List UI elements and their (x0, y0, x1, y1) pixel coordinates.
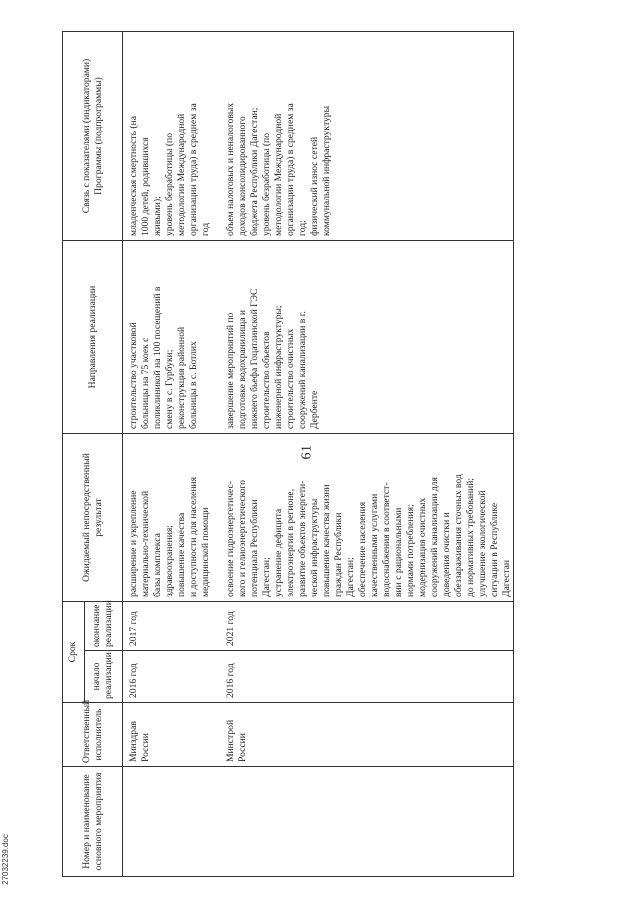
cell-line: уровень безработицы (по (163, 133, 175, 236)
cell-line: строительство участковой (128, 322, 139, 429)
cell-line: Дербенте (308, 390, 320, 429)
cell-line: Дагестан; (260, 557, 272, 597)
cell-line: младенческая смертность (на (128, 116, 139, 236)
cell-line: поликлиникой на 100 посещений в (151, 286, 163, 429)
cell-line: устранение дефицита (272, 508, 284, 597)
header-end: окончание реализации (84, 602, 122, 651)
cell-line: потенциала Республики (248, 499, 260, 597)
activities-table (62, 31, 514, 877)
cell-line: базы комплекса (151, 533, 163, 597)
rotated-page (62, 32, 630, 877)
page-number: 61 (299, 444, 315, 460)
cell-line: строительство очистных (284, 328, 296, 429)
cell-line: 1000 детей, родившихся (139, 137, 151, 236)
cell-line: освоение гидроэнергетичес- (225, 481, 236, 597)
end-cell: 2017 год (123, 602, 221, 651)
cell-line: больницы на 75 коек с (139, 337, 151, 429)
header-term: Срок (63, 602, 85, 703)
executor-cell: Минздрав России (123, 703, 221, 767)
cell-line: строительство объектов (260, 331, 272, 429)
result-cell (123, 434, 221, 602)
cell-line: качественными услугами (368, 493, 380, 597)
header-link: Связь с показателями (индикаторами) Программы (подпрограммы) (63, 32, 123, 241)
cell-line: здравоохранения; (163, 525, 175, 597)
cell-line: обеспечение населения (356, 501, 368, 597)
table-row (220, 32, 513, 877)
header-activity: Номер и наименование основного мероприятия (63, 767, 123, 877)
cell-line: модернизация очистных (416, 497, 428, 597)
cell-line: методологии Международной (272, 113, 284, 236)
cell-line: бюджета Республики Дагестан; (248, 107, 260, 236)
cell-line: объем налоговых и неналоговых (225, 102, 236, 236)
cell-line: физический износ сетей (308, 136, 320, 236)
cell-line: расширение и укрепление (128, 490, 139, 597)
cell-line: ческой инфраструктуры (308, 498, 320, 597)
cell-line: обеззараживания сточных вод (452, 474, 464, 597)
table-row (123, 32, 221, 877)
cell-line: сооружений канализации для (428, 477, 440, 597)
cell-line: повышение качества жизни (320, 484, 332, 597)
cell-line: завершение мероприятий по (225, 312, 236, 429)
directions-cell (123, 241, 221, 434)
cell-line: методологии Международной (175, 113, 187, 236)
cell-line: Дагестан; (344, 557, 356, 597)
end-cell: 2021 год (220, 602, 513, 651)
header-start: начало реализации (84, 651, 122, 703)
activity-cell (123, 767, 221, 877)
cell-line: до нормативных требований; (464, 477, 476, 597)
cell-line: реконструкция районной (175, 326, 187, 429)
start-cell: 2016 год (220, 651, 513, 703)
link-cell (123, 32, 221, 241)
cell-line: медицинской помощи (199, 507, 211, 597)
cell-line: подготовке водохранилища и (236, 309, 248, 429)
cell-line: год (199, 222, 211, 236)
cell-line: материально-технической (139, 490, 151, 597)
cell-line: электроэнергии в регионе, (284, 488, 296, 597)
cell-line: развитие объектов энергети- (296, 480, 308, 597)
cell-line: водоснабжения в соответст- (380, 482, 392, 597)
link-cell (220, 32, 513, 241)
header-directions: Направления реализации (63, 241, 123, 434)
cell-line: год; (296, 220, 308, 236)
cell-line: кого и гелиоэнергетического (236, 479, 248, 597)
executor-cell: Минстрой России (220, 703, 513, 767)
cell-line: доходов консолидированного (236, 116, 248, 236)
cell-line: нижнего бьефа Гоцатлинской ГЭС (248, 288, 260, 429)
start-cell: 2016 год (123, 651, 221, 703)
cell-line: повышение качества (175, 512, 187, 597)
cell-line: ситуации в Республике (488, 502, 500, 597)
header-executor: Ответственный исполнитель (63, 703, 123, 767)
cell-line: живыми); (151, 196, 163, 236)
cell-line: коммунальной инфраструктуры (320, 105, 332, 236)
cell-line: уровень безработицы (по (260, 133, 272, 236)
cell-line: инженерной инфраструктуры; (272, 305, 284, 429)
cell-line: улучшение экологической (476, 490, 488, 597)
cell-line: сооружений канализации в г. (296, 311, 308, 429)
cell-line: и доступности для населения (187, 476, 199, 597)
activity-cell (220, 767, 513, 877)
directions-cell (220, 241, 513, 434)
cell-line: граждан Республики (332, 512, 344, 597)
cell-line: организации труда) в среднем за (284, 103, 296, 236)
cell-line: нормами потребления; (404, 504, 416, 597)
cell-line: смену в с. Гурбуки; (163, 349, 175, 429)
cell-line: доведения очистки и (440, 512, 452, 597)
table-header (63, 32, 123, 877)
cell-line: Дагестан (500, 559, 512, 597)
cell-line: больницы в с. Ботлих (187, 341, 199, 429)
header-result: Ожидаемый непосредственный результат (63, 434, 123, 602)
result-cell (220, 434, 513, 602)
cell-line: вии с рациональными (392, 507, 404, 597)
cell-line: организации труда) в среднем за (187, 103, 199, 236)
document-id: 27032239.doc (0, 834, 10, 885)
